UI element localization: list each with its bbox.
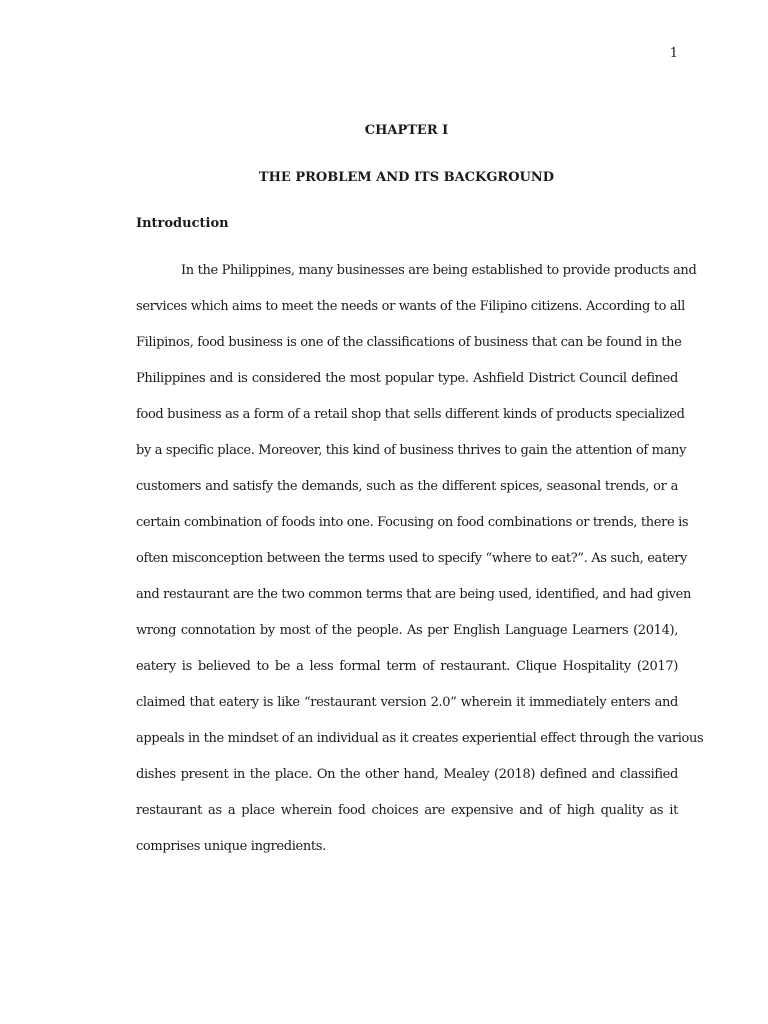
chapter-title: THE PROBLEM AND ITS BACKGROUND: [258, 170, 555, 185]
paragraph-line: Filipinos, food business is one of the classifications of business that can be found in the: [136, 335, 682, 350]
paragraph-line: comprises unique ingredients.: [136, 839, 326, 854]
paragraph-line: eatery is believed to be a less formal term of restaurant. Clique Hospitality (2017): [136, 659, 678, 674]
paragraph-line: Philippines and is considered the most popular type. Ashfield District Council defined: [136, 371, 678, 386]
paragraph-line: by a specific place. Moreover, this kind of business thrives to gain the attention of many: [136, 443, 687, 458]
paragraph-line: often misconception between the terms used to specify “where to eat?”. As such, eatery: [136, 551, 688, 566]
paragraph-line: certain combination of foods into one. Focusing on food combinations or trends, there is: [136, 515, 689, 530]
page-number: 1: [669, 46, 678, 61]
paragraph-line: restaurant as a place wherein food choices are expensive and of high quality as it: [136, 803, 678, 818]
paragraph-line: food business as a form of a retail shop that sells different kinds of products specialized: [136, 407, 685, 422]
chapter-heading: CHAPTER I: [364, 123, 449, 138]
paragraph-line: In the Philippines, many businesses are being established to provide products and: [181, 263, 697, 278]
paragraph-line: dishes present in the place. On the other hand, Mealey (2018) defined and classified: [136, 767, 678, 782]
paragraph-line: claimed that eatery is like “restaurant version 2.0” wherein it immediately enters and: [136, 695, 678, 710]
paragraph-line: and restaurant are the two common terms that are being used, identified, and had given: [136, 587, 692, 602]
paragraph-line: wrong connotation by most of the people. As per English Language Learners (2014),: [136, 623, 678, 638]
section-heading: Introduction: [136, 216, 229, 231]
paragraph-line: appeals in the mindset of an individual as it creates experiential effect through the various: [136, 731, 704, 746]
introduction-paragraph: [136, 253, 704, 865]
paragraph-line: customers and satisfy the demands, such as the different spices, seasonal trends, or a: [136, 479, 678, 494]
paragraph-line: services which aims to meet the needs or wants of the Filipino citizens. According to all: [136, 299, 685, 314]
